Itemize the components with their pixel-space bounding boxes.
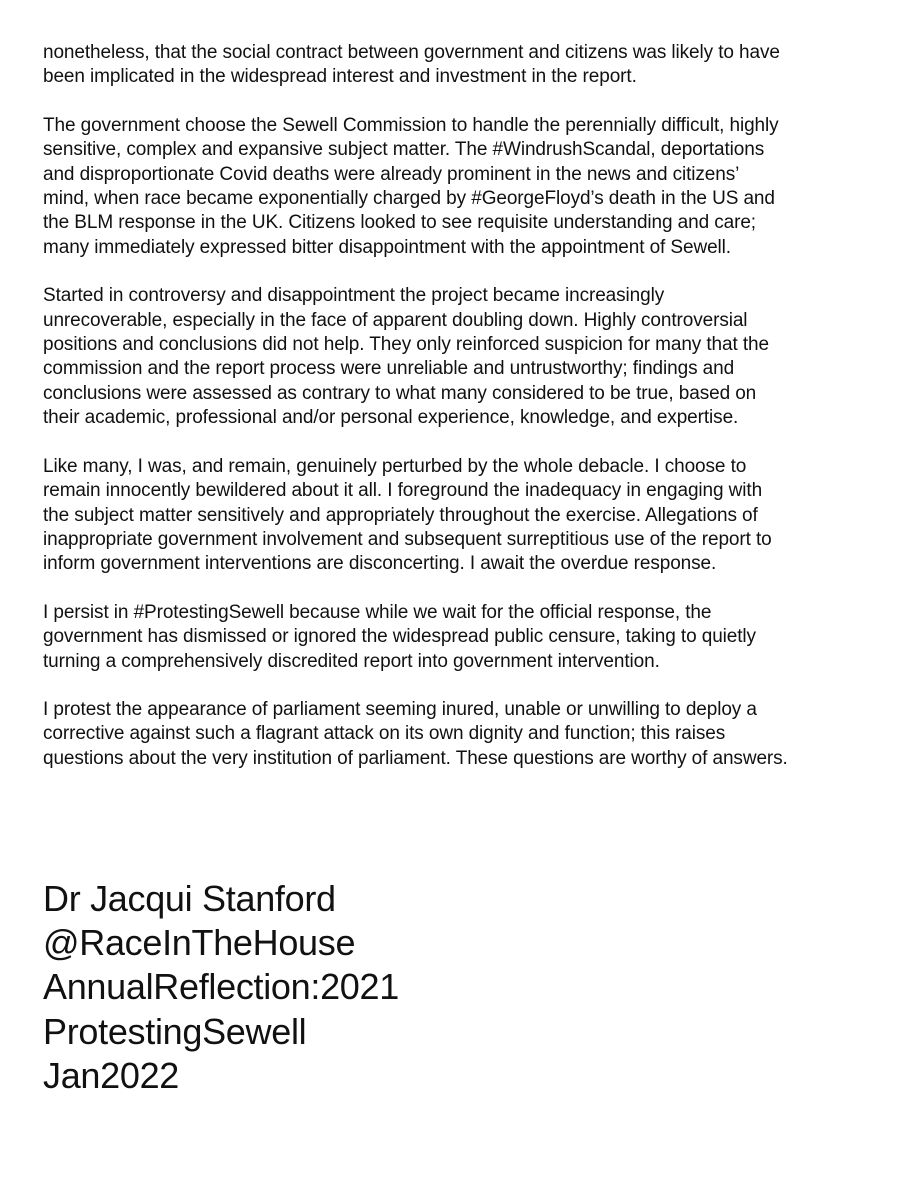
text-line: I persist in #ProtestingSewell because while we wait for the official response, the: [43, 601, 712, 623]
author-handle: @RaceInTheHouse: [43, 922, 356, 964]
text-line: inform government interventions are disconcerting. I await the overdue response.: [43, 553, 717, 575]
paragraph-controversy: [43, 284, 898, 430]
text-line: I protest the appearance of parliament seeming inured, unable or unwilling to deploy a: [43, 698, 757, 720]
text-line: Started in controversy and disappointment the project became increasingly: [43, 285, 665, 307]
text-line: conclusions were assessed as contrary to what many considered to be true, based on: [43, 382, 757, 404]
paragraph-protest: [43, 698, 898, 771]
text-line: positions and conclusions did not help. They only reinforced suspicion for many that the: [43, 334, 769, 356]
document-date: Jan2022: [43, 1054, 180, 1096]
text-line: government has dismissed or ignored the widespread public censure, taking to quietly: [43, 626, 756, 648]
text-line: corrective against such a flagrant attack on its own dignity and function; this raises: [43, 723, 726, 745]
text-line: been implicated in the widespread interest and investment in the report.: [43, 66, 637, 88]
series-title: AnnualReflection:2021: [43, 966, 399, 1008]
text-line: Like many, I was, and remain, genuinely perturbed by the whole debacle. I choose to: [43, 455, 747, 477]
text-line: and disproportionate Covid deaths were already prominent in the news and citizens’: [43, 163, 740, 185]
signature-block: [43, 877, 399, 1098]
paragraph-persist: [43, 601, 898, 674]
paragraph-perturbed: [43, 455, 898, 577]
text-line: their academic, professional and/or personal experience, knowledge, and expertise.: [43, 407, 739, 429]
text-line: the BLM response in the UK. Citizens looked to see requisite understanding and care;: [43, 212, 756, 234]
text-line: inappropriate government involvement and subsequent surreptitious use of the report to: [43, 528, 772, 550]
text-line: turning a comprehensively discredited report into government intervention.: [43, 650, 660, 672]
text-line: nonetheless, that the social contract between government and citizens was likely to have: [43, 42, 780, 63]
document-body: [43, 41, 898, 795]
text-line: the subject matter sensitively and appropriately throughout the exercise. Allegations of: [43, 504, 758, 526]
text-line: mind, when race became exponentially charged by #GeorgeFloyd’s death in the US and: [43, 188, 775, 210]
topic-title: ProtestingSewell: [43, 1010, 307, 1052]
text-line: commission and the report process were unreliable and untrustworthy; findings and: [43, 358, 735, 380]
author-name: Dr Jacqui Stanford: [43, 878, 336, 919]
text-line: sensitive, complex and expansive subject matter. The #WindrushScandal, deportations: [43, 139, 765, 161]
text-line: questions about the very institution of parliament. These questions are worthy of answers.: [43, 747, 788, 769]
text-line: unrecoverable, especially in the face of apparent doubling down. Highly controversial: [43, 309, 748, 331]
text-line: The government choose the Sewell Commission to handle the perennially difficult, highly: [43, 114, 779, 136]
text-line: many immediately expressed bitter disappointment with the appointment of Sewell.: [43, 236, 731, 258]
text-line: remain innocently bewildered about it all. I foreground the inadequacy in engaging with: [43, 480, 763, 502]
paragraph-sewell-commission: [43, 114, 898, 260]
body-text: [43, 41, 898, 771]
paragraph-social-contract: [43, 41, 898, 90]
